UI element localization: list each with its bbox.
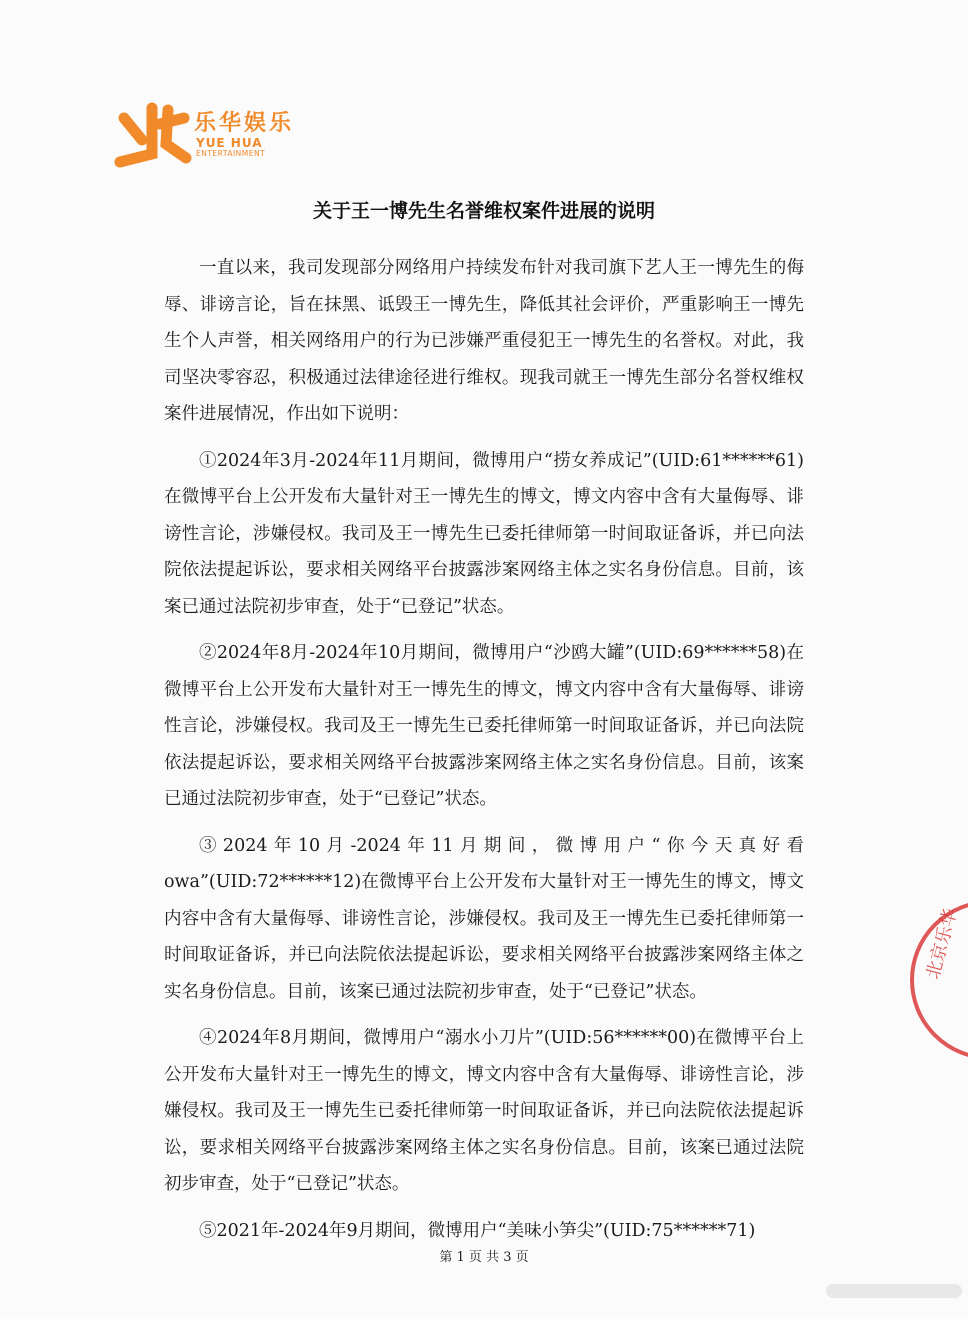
logo-english-name: YUE HUA [196, 136, 263, 150]
watermark-icon [826, 1280, 966, 1302]
document-body [164, 250, 804, 1259]
case-paragraph-2: ②2024年8月-2024年10月期间，微博用户“沙鸥大罐”(UID:69******58)在微博平台上公开发布大量针对王一博先生的博文，博文内容中含有大量侮辱、诽谤性言论，涉嫌侵权。我司及王一博先生已委托律师第一时间取证备诉，并已向法院依法提起诉讼，要求相关网络平台披露涉案网络主体之实名身份信息。目前，该案已通过法院初步审查，处于“已登记”状态。 [164, 643, 804, 809]
company-seal-icon [900, 900, 968, 1080]
case-paragraph-3: ③2024年10月-2024年11月期间，微博用户“你今天真好看owa”(UID:72******12)在微博平台上公开发布大量针对王一博先生的博文，博文内容中含有大量侮辱、诽谤性言论，涉嫌侵权。我司及王一博先生已委托律师第一时间取证备诉，并已向法院依法提起诉讼，要求相关网络平台披露涉案网络主体之实名身份信息。目前，该案已通过法院初步审查，处于“已登记”状态。 [164, 835, 804, 1002]
yuehua-logo-icon [112, 96, 192, 174]
case-paragraph-5: ⑤2021年-2024年9月期间，微博用户“美味小笋尖”(UID:75******71) [199, 1220, 756, 1241]
page-number: 第 1 页 共 3 页 [439, 1250, 529, 1265]
case-paragraph-4: ④2024年8月期间，微博用户“溺水小刀片”(UID:56******00)在微博平台上公开发布大量针对王一博先生的博文，博文内容中含有大量侮辱、诽谤性言论，涉嫌侵权。我司及王一博先生已委托律师第一时间取证备诉，并已向法院依法提起诉讼，要求相关网络平台披露涉案网络主体之实名身份信息。目前，该案已通过法院初步审查，处于“已登记”状态。 [164, 1028, 804, 1194]
logo-english-subname: ENTERTAINMENT [196, 149, 266, 158]
logo-chinese-name: 乐华娱乐 [194, 111, 295, 136]
intro-paragraph: 一直以来，我司发现部分网络用户持续发布针对我司旗下艺人王一博先生的侮辱、诽谤言论，旨在抹黑、诋毁王一博先生，降低其社会评价，严重影响王一博先生个人声誉，相关网络用户的行为已涉嫌严重侵犯王一博先生的名誉权。对此，我司坚决零容忍，积极通过法律途径进行维权。现我司就王一博先生部分名誉权维权案件进展情况，作出如下说明： [164, 258, 804, 424]
case-paragraph-1: ①2024年3月-2024年11月期间，微博用户“捞女养成记”(UID:61******61)在微博平台上公开发布大量针对王一博先生的博文，博文内容中含有大量侮辱、诽谤性言论，涉嫌侵权。我司及王一博先生已委托律师第一时间取证备诉，并已向法院依法提起诉讼，要求相关网络平台披露涉案网络主体之实名身份信息。目前，该案已通过法院初步审查，处于“已登记”状态。 [164, 450, 804, 617]
seal-text: 北京乐华 [922, 906, 962, 982]
company-logo [112, 96, 312, 176]
document-title: 关于王一博先生名誉维权案件进展的说明 [312, 200, 655, 222]
